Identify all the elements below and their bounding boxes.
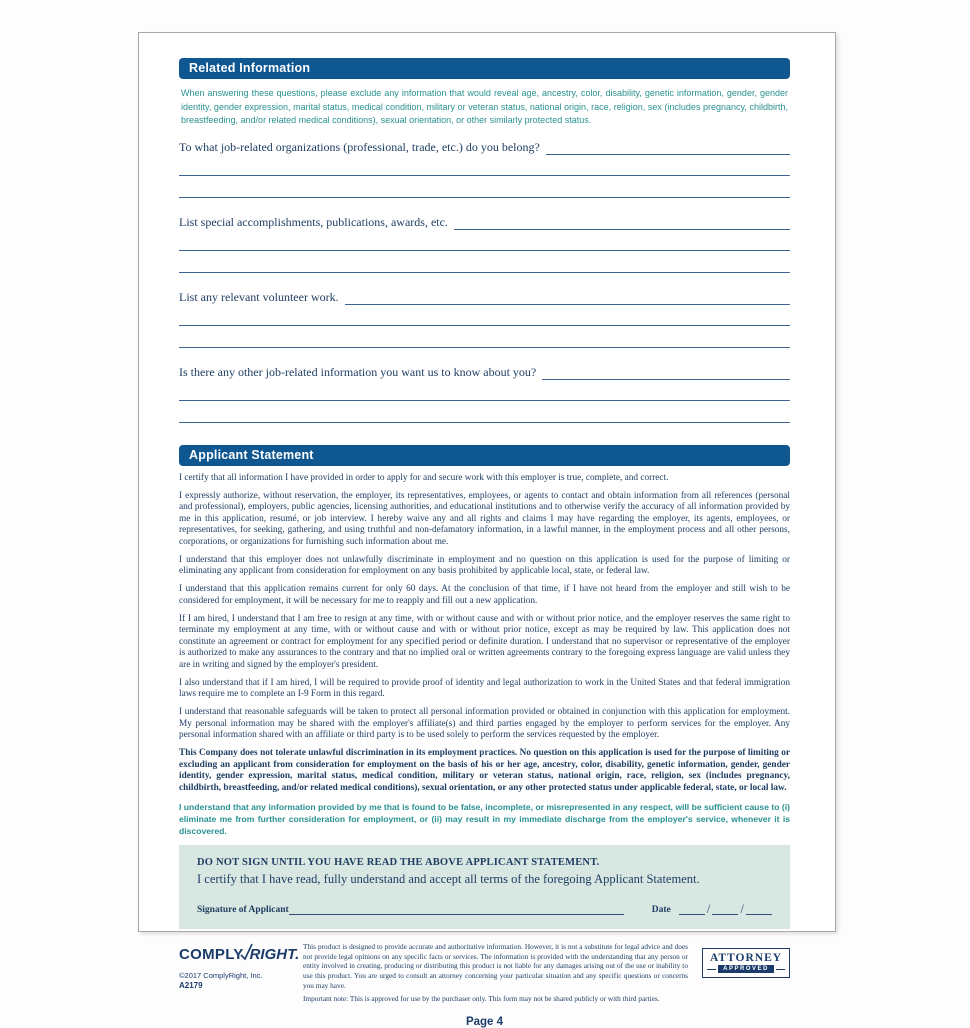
date-separator: / [706,901,711,917]
approved-badge-text: APPROVED [718,965,774,973]
attorney-approved-badge [702,948,790,978]
statement-paragraph-false-information: I understand that any information provided by me that is found to be false, incomplete, or misrepresented in any respect, will be sufficient cause to (i) eliminate me from further consideration for employment, or (ii) may result in my immediate discharge from the employer's service, whenever it is discovered. [179,802,790,836]
legal-disclaimer-block [297,942,702,1004]
answer-blank[interactable] [546,141,790,155]
answer-blank[interactable] [179,305,790,326]
answer-blank[interactable] [179,326,790,348]
attorney-approved-badge-block [702,942,790,978]
question-block-volunteer-work [179,290,790,348]
question-label: To what job-related organizations (professional, trade, etc.) do you belong? [179,139,540,154]
question-block-organizations [179,140,790,198]
related-information-intro: When answering these questions, please exclude any information that would reveal age, ancestry, color, disability, genetic information, gender, gender identity, gender expression, marital status, medical condition, military or veteran status, national origin, race, religion, sex (includes pregnancy, childbirth, breastfeeding, and/or related medical conditions), sexual orientation, or other similarly protected status. [181,88,788,125]
question-label: List any relevant volunteer work. [179,289,339,304]
attorney-badge-text: ATTORNEY [709,952,783,965]
answer-blank[interactable] [179,155,790,176]
answer-blank[interactable] [179,230,790,251]
application-form-page [138,32,836,1028]
answer-blank[interactable] [454,216,790,230]
form-number: A2179 [179,981,203,991]
date-label: Date [651,905,671,916]
applicant-statement-header: Applicant Statement [179,445,790,466]
answer-blank[interactable] [345,291,790,305]
answer-blank[interactable] [179,401,790,423]
date-month-field[interactable] [679,903,705,915]
legal-disclaimer: This product is designed to provide accurate and authoritative information. However, it is not a substitute for legal advice and does not provide legal opinions on any specific facts or services. The information is provided with the understanding that any person or entity involved in creating, producing or distributing this product is not liable for any damages arising out of the use or inability to use this product. You are urged to consult an attorney concerning your particular situation and any specific questions or concerns you may have. [303,942,688,990]
statement-paragraph: I understand that this employer does not unlawfully discriminate in employment and no question on this application is used for the purpose of limiting or eliminating any applicant from consideration for employment on any basis prohibited by applicable local, state, or federal law. [179,554,790,577]
badge-rule [776,969,785,970]
copyright-text: ©2017 ComplyRight, Inc. [179,971,263,981]
statement-paragraph: I understand that this application remains current for only 60 days. At the conclusion of that time, if I have not heard from the employer and still wish to be considered for employment, it will be necessary for me to reapply and fill out a new application. [179,584,790,606]
applicant-statement-body [179,473,790,838]
date-separator: / [740,901,744,917]
signature-field[interactable] [289,903,624,915]
complyright-logo [179,942,300,964]
certify-statement: I certify that I have read, fully understand and accept all terms of the foregoing Applicant Statement. [197,872,700,887]
date-field-group [652,903,772,915]
question-block-accomplishments [179,215,790,273]
badge-rule [707,969,716,970]
signature-of-applicant-label: Signature of Applicant [197,905,289,916]
question-block-other-information [179,365,790,423]
statement-paragraph: I also understand that if I am hired, I will be required to provide proof of identity and legal authorization to work in the United States and that federal immigration laws require me to complete an I-9 Form in this regard. [179,677,790,700]
do-not-sign-warning: DO NOT SIGN UNTIL YOU HAVE READ THE ABOVE APPLICANT STATEMENT. [197,857,600,869]
logo-text-right: RIGHT. [249,946,300,964]
answer-blank[interactable] [179,176,790,198]
page-number: Page 4 [465,1015,504,1028]
statement-paragraph: I understand that reasonable safeguards will be taken to protect all personal information provided or obtained in conjunction with this application for employment. My personal information may be shared with the employer's affiliate(s) and third parties engaged by the employer to perform services for the employer. Any personal information shared with an affiliate or third party is to be used solely to perform the services requested by the employer. [179,707,790,741]
related-information-header: Related Information [179,58,790,79]
statement-paragraph: I certify that all information I have provided in order to apply for and secure work with this employer is true, complete, and correct. [179,472,669,483]
date-year-field[interactable] [746,903,772,915]
statement-paragraph-nondiscrimination: This Company does not tolerate unlawful discrimination in its employment practices. No question on this application is used for the purpose of limiting or excluding an applicant from consideration for employment on the basis of his or her age, ancestry, color, disability, genetic information, gender, gender identity, gender expression, marital status, medical condition, military or veteran status, national origin, race, religion, sex (includes pregnancy, childbirth, breastfeeding, and/or related medical conditions), sexual orientation, or any other protected status under applicable federal, state, or local law. [179,748,790,793]
statement-paragraph: I expressly authorize, without reservation, the employer, its representatives, employees, or agents to contact and obtain information from all references (personal and professional), employers, public agencies, licensing authorities, and educational institutions and to otherwise verify the accuracy of all information provided by me in this application, resumé, or job interview. I hereby waive any and all rights and claims I may have regarding the employer, its agents, employees, or representatives, for seeking, gathering, and using truthful and non-defamatory information, in a lawful manner, in the employment process and all other persons, corporations, or organizations for furnishing such information about me. [179,490,790,547]
important-note: Important note: This is approved for use by the purchaser only. This form may not be shared publicly or with third parties. [303,994,660,1004]
question-label: Is there any other job-related information you want us to know about you? [179,364,537,379]
footer [179,942,790,1004]
statement-paragraph: If I am hired, I understand that I am free to resign at any time, with or without cause and with or without prior notice, and the employer reserves the same right to terminate my employment at any time, with or without cause and with or without prior notice, except as may be required by law. This application does not constitute an agreement or contract for employment for any specified period or definite duration. I understand that no supervisor or representative of the employer is authorized to make any assurances to the contrary and that no implied oral or written agreements contrary to the foregoing express language are valid unless they are in writing and signed by the employer's president. [179,613,790,670]
date-day-field[interactable] [712,903,738,915]
complyright-logo-block [179,942,300,991]
answer-blank[interactable] [179,380,790,401]
signature-box [179,845,790,929]
question-label: List special accomplishments, publications, awards, etc. [179,214,448,229]
answer-blank[interactable] [542,366,790,380]
answer-blank[interactable] [179,251,790,273]
logo-text-comply: COMPLY [179,946,244,964]
checkmark-icon [240,943,253,965]
